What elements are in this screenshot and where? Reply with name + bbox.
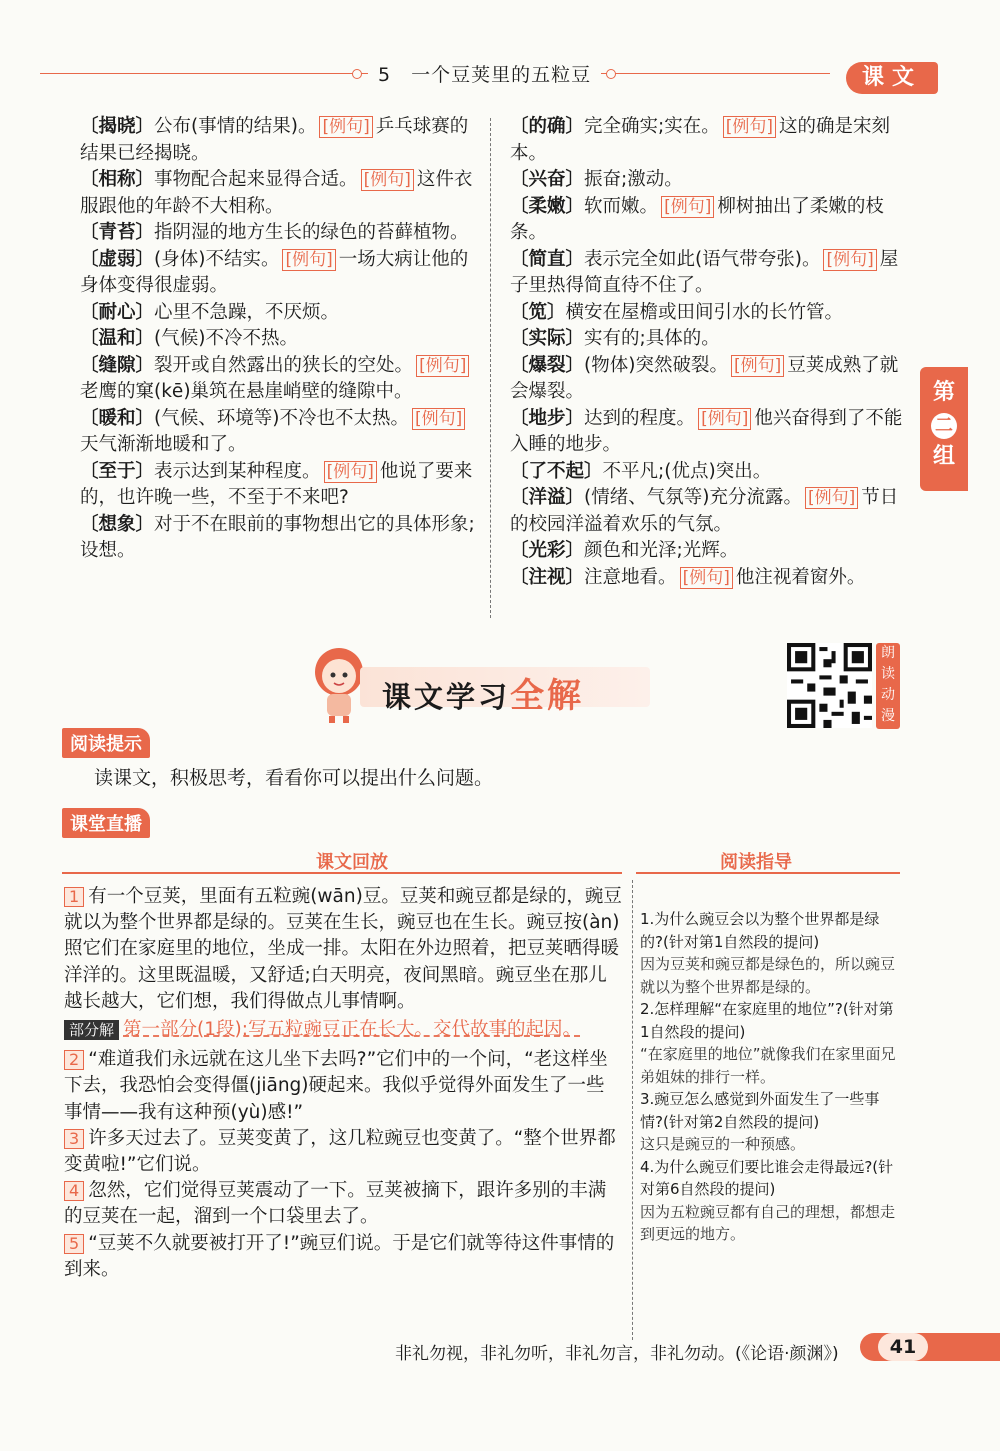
vocab-entry [510, 353, 905, 406]
vocab-definition: 完全确实;实在。 [584, 116, 720, 137]
reading-divider [632, 880, 633, 1340]
vocab-example: 屋子里热得简直待不住了。 [510, 248, 899, 296]
paragraph-number: 2 [64, 1050, 84, 1070]
vocab-definition: 事物配合起来显得合适。 [154, 169, 358, 190]
vocab-entry [510, 300, 905, 327]
vocab-entry [80, 247, 475, 300]
vocab-word: 〔 耐心 〕 [80, 302, 154, 323]
vocab-example: 他注视着窗外。 [735, 566, 866, 588]
vocab-entry [510, 194, 905, 247]
vocab-entry [510, 459, 905, 486]
vocab-entry [510, 167, 905, 194]
vocab-entry [80, 220, 475, 247]
vocab-example: 柳树抽出了柔嫩的枝条。 [510, 195, 884, 243]
vocab-word: 〔 光彩 〕 [510, 540, 584, 561]
vocab-entry [510, 114, 905, 167]
vocab-definition: 振奋;激动。 [584, 169, 683, 190]
part-note-label: 部分解 [64, 1020, 119, 1040]
header-dot [606, 69, 616, 79]
unit-side-tab [920, 367, 968, 491]
header-underline [636, 872, 900, 874]
paragraph-text: 有一个豆荚，里面有五粒豌(wān)豆。豆荚和豌豆都是绿的，豌豆就以为整个世界都是绿的。豆荚在生长，豌豆也在生长。豌豆按(àn)照它们在家庭里的地位，坐成一排。太阳在外边照着，把豆荚晒得暖洋洋的。这里既温暖，又舒适;白天明亮，夜间黑暗。豌豆坐在那儿越长越大，它们想，我们得做点儿事情啊。 [64, 886, 622, 1012]
vocab-word: 〔 暖和 〕 [80, 408, 154, 429]
vocab-example: 这的确是宋刻本。 [510, 116, 891, 164]
vocab-word: 〔 爆裂 〕 [510, 355, 584, 376]
example-tag: [例句] [416, 355, 469, 377]
vocab-word: 〔 实际 〕 [510, 328, 584, 349]
guide-answer: 这只是豌豆的一种预感。 [640, 1135, 806, 1153]
vocab-definition: (气候)不冷不热。 [154, 328, 298, 349]
vocab-example: 节日的校园洋溢着欢乐的气氛。 [510, 487, 899, 535]
part-note [64, 1017, 622, 1043]
guide-question: 1.为什么豌豆会以为整个世界都是绿的?(针对第1自然段的提问) [640, 910, 880, 951]
page-number: 41 [878, 1333, 928, 1361]
example-tag: [例句] [412, 408, 465, 430]
vocab-entry [510, 247, 905, 300]
vocab-definition: 对于不在眼前的事物想出它的具体形象;设想。 [80, 513, 475, 561]
vocab-word: 〔 虚弱 〕 [80, 249, 154, 270]
example-tag: [例句] [731, 355, 784, 377]
vocab-word: 〔 至于 〕 [80, 461, 154, 482]
paragraph-number: 1 [64, 887, 84, 907]
vocab-entry [510, 406, 905, 459]
guide-answer: “在家庭里的地位”就像我们在家里面兄弟姐妹的排行一样。 [640, 1045, 896, 1086]
vocab-entry [80, 459, 475, 512]
vocab-definition: 指阴湿的地方生长的绿色的苔藓植物。 [154, 222, 469, 243]
vocab-example: 豆荚成熟了就会爆裂。 [510, 354, 899, 402]
example-tag: [例句] [361, 169, 414, 191]
vocab-word: 〔 注视 〕 [510, 567, 584, 588]
vocab-example: 天气渐渐地暖和了。 [80, 434, 247, 455]
vocab-definition: (身体)不结实。 [154, 248, 280, 270]
banner-title [382, 668, 584, 717]
vocab-word: 〔 了不起 〕 [510, 461, 603, 482]
vocab-word: 〔 想象 〕 [80, 514, 154, 535]
example-tag: [例句] [661, 196, 714, 218]
guide-question: 3.豌豆怎么感觉到外面发生了一些事情?(针对第2自然段的提问) [640, 1090, 880, 1131]
story-text [64, 884, 622, 1283]
paragraph [64, 1047, 622, 1126]
vocab-definition: 表示达到某种程度。 [154, 460, 321, 482]
vocab-word: 〔 笕 〕 [510, 302, 566, 323]
vocab-example: 乒乓球赛的结果已经揭晓。 [80, 116, 469, 164]
paragraph [64, 1126, 622, 1178]
section-badge: 课文 [846, 62, 938, 94]
vocab-definition: 软而嫩。 [584, 195, 659, 217]
vocab-column-left [80, 114, 475, 565]
vocab-definition: 注意地看。 [584, 566, 677, 588]
vocab-word: 〔 相称 〕 [80, 169, 154, 190]
vocab-definition: 公布(事情的结果)。 [154, 116, 317, 137]
example-tag: [例句] [282, 249, 335, 271]
vocab-entry [80, 406, 475, 459]
qr-code-icon[interactable] [787, 643, 872, 728]
vocab-word: 〔 缝隙 〕 [80, 355, 154, 376]
paragraph-text: 许多天过去了。豆荚变黄了，这几粒豌豆也变黄了。“整个世界都变黄啦!”它们说。 [64, 1127, 616, 1176]
vocab-word: 〔 温和 〕 [80, 328, 154, 349]
reading-guide [640, 908, 900, 1246]
vocab-entry [510, 326, 905, 353]
paragraph-text: “难道我们永远就在这儿坐下去吗?”它们中的一个问，“老这样坐下去，我恐怕会变得僵(jiāng)硬起来。我似乎觉得外面发生了一些事情——我有这种预(yù)感!” [64, 1049, 608, 1123]
guide-answer: 因为豆荚和豌豆都是绿色的，所以豌豆就以为整个世界都是绿的。 [640, 955, 896, 996]
vocab-entry [510, 485, 905, 538]
reading-tip-text: 读课文，积极思考，看看你可以提出什么问题。 [94, 767, 494, 789]
vocab-entry [80, 326, 475, 353]
side-tab-bottom: 组 [932, 444, 955, 469]
vocab-definition: 心里不急躁，不厌烦。 [154, 301, 340, 323]
header-dot [352, 69, 362, 79]
vocab-definition: 实有的;具体的。 [584, 328, 720, 349]
chapter-title: 5 一个豆荚里的五粒豆 [368, 60, 601, 87]
vocab-entry [510, 538, 905, 565]
vocab-example: 老鹰的窠(kē)巢筑在悬崖峭壁的缝隙中。 [80, 381, 413, 402]
side-tab-top: 第 [932, 380, 955, 405]
guide-column-header: 阅读指导 [720, 852, 792, 873]
paragraph-number: 3 [64, 1129, 84, 1149]
vocab-definition: (气候、环境等)不冷也不太热。 [154, 407, 409, 429]
example-tag: [例句] [680, 567, 733, 589]
vocab-entry [80, 167, 475, 220]
vocab-definition: 横安在屋檐或田间引水的长竹管。 [565, 301, 844, 323]
vocab-example: 一场大病让他的身体变得很虚弱。 [80, 248, 469, 296]
example-tag: [例句] [319, 116, 372, 138]
vocab-word: 〔 简直 〕 [510, 249, 584, 270]
paragraph-text: “豆荚不久就要被打开了!”豌豆们说。于是它们就等待这件事情的到来。 [64, 1232, 615, 1280]
guide-answer: 因为五粒豌豆都有自己的理想，都想走到更远的地方。 [640, 1202, 896, 1243]
text-column-header: 课文回放 [316, 852, 388, 873]
example-tag: [例句] [805, 487, 858, 509]
banner-title-text: 课文学习 [382, 680, 511, 714]
vocab-word: 〔 青苔 〕 [80, 222, 154, 243]
vocab-word: 〔 兴奋 〕 [510, 169, 584, 190]
vocab-entry [80, 512, 475, 565]
vocab-word: 〔 揭晓 〕 [80, 116, 154, 137]
classroom-label: 课堂直播 [62, 808, 150, 838]
vocab-word: 〔 洋溢 〕 [510, 487, 584, 508]
vocab-definition: 表示完全如此(语气带夸张)。 [584, 248, 821, 270]
vocab-definition: 达到的程度。 [584, 407, 696, 429]
side-tab-number: 二 [931, 413, 957, 439]
vocab-entry [80, 353, 475, 406]
paragraph [64, 1178, 622, 1230]
vocab-definition: (情绪、气氛等)充分流露。 [584, 487, 802, 508]
example-tag: [例句] [324, 461, 377, 483]
vocab-definition: 颜色和光泽;光辉。 [584, 540, 739, 561]
vocab-example: 他兴奋得到了不能入睡的地步。 [510, 407, 903, 455]
guide-question: 2.怎样理解“在家庭里的地位”?(针对第1自然段的提问) [640, 1000, 894, 1041]
example-tag: [例句] [723, 116, 776, 138]
banner-highlight: 全解 [510, 676, 585, 716]
example-tag: [例句] [698, 408, 751, 430]
reading-tip-label: 阅读提示 [62, 728, 150, 758]
header-underline [62, 872, 622, 874]
example-tag: [例句] [823, 249, 876, 271]
paragraph [64, 1231, 622, 1283]
paragraph-number: 4 [64, 1181, 84, 1201]
vocab-word: 〔 柔嫩 〕 [510, 196, 584, 217]
vocab-entry [510, 565, 905, 592]
vocab-definition: (物体)突然破裂。 [584, 354, 728, 376]
part-note-text: 第一部分(1段):写五粒豌豆正在长大。交代故事的起因。 [123, 1019, 581, 1041]
vocab-example: 这件衣服跟他的年龄不大相称。 [80, 169, 473, 217]
vocab-example: 他说了要来的，也许晚一些，不至于不来吧? [80, 460, 473, 508]
qr-tag: 朗读动漫 [876, 643, 900, 729]
paragraph-number: 5 [64, 1234, 84, 1254]
vocab-word: 〔 地步 〕 [510, 408, 584, 429]
vocab-column-right [510, 114, 905, 591]
paragraph-text: 忽然，它们觉得豆荚震动了一下。豆荚被摘下，跟许多别的丰满的豆荚在一起，溜到一个口袋里去了。 [64, 1180, 607, 1228]
vocab-definition: 裂开或自然露出的狭长的空处。 [154, 354, 414, 376]
footer-quote: 非礼勿视，非礼勿听，非礼勿言，非礼勿动。(《论语·颜渊》) [395, 1344, 839, 1364]
vocab-definition: 不平凡;(优点)突出。 [602, 460, 772, 482]
paragraph [64, 884, 622, 1015]
guide-question: 4.为什么豌豆们要比谁会走得最远?(针对第6自然段的提问) [640, 1157, 894, 1198]
vocab-entry [80, 114, 475, 167]
vocab-word: 〔 的确 〕 [510, 116, 584, 137]
vocab-entry [80, 300, 475, 327]
column-divider [490, 118, 491, 618]
